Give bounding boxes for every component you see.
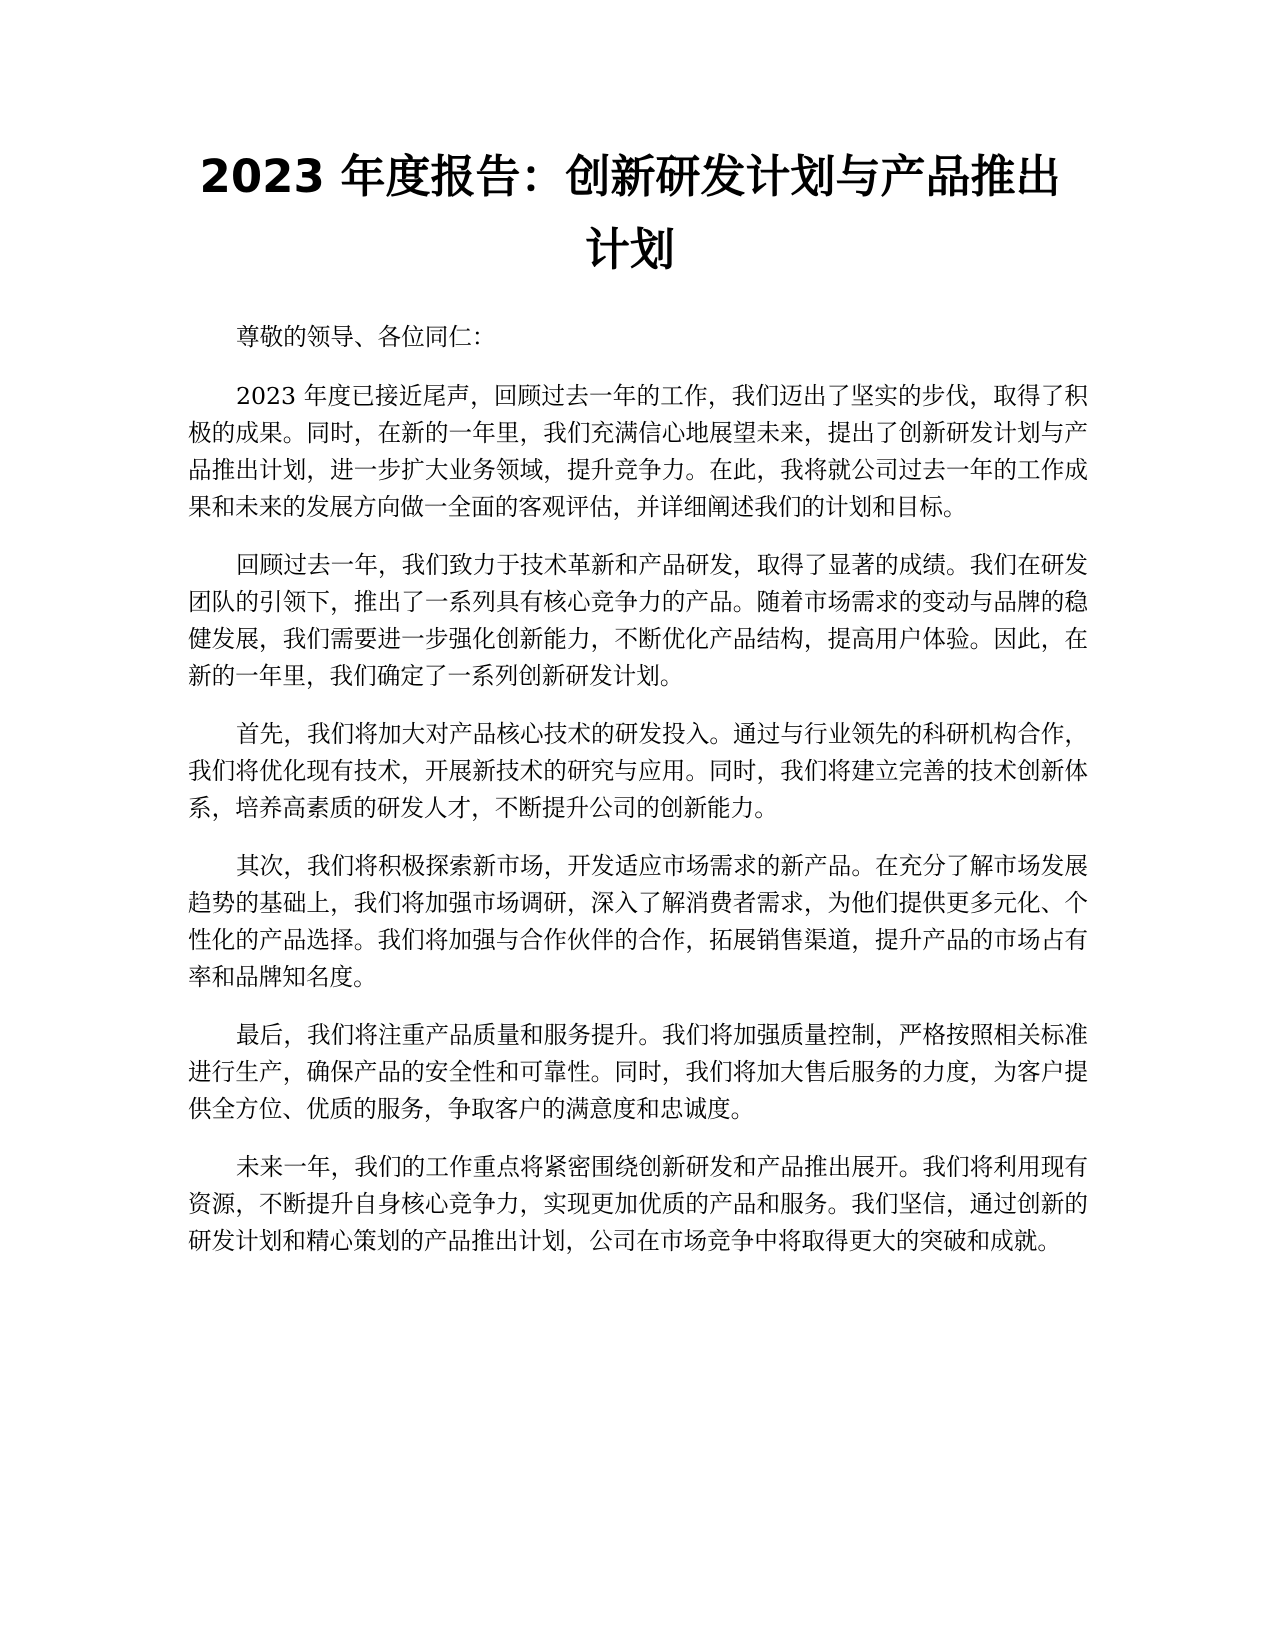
paragraph-first: 首先，我们将加大对产品核心技术的研发投入。通过与行业领先的科研机构合作，我们将优化现有技术，开展新技术的研究与应用。同时，我们将建立完善的技术创新体系，培养高素质的研发人才，不断提升公司的创新能力。 xyxy=(188,720,1088,822)
document-title: 2023 年度报告：创新研发计划与产品推出计划 xyxy=(199,150,1061,276)
paragraph-last: 最后，我们将注重产品质量和服务提升。我们将加强质量控制，严格按照相关标准进行生产，确保产品的安全性和可靠性。同时，我们将加大售后服务的力度，为客户提供全方位、优质的服务，争取客户的满意度和忠诚度。 xyxy=(188,1021,1088,1123)
paragraph-intro: 2023 年度已接近尾声，回顾过去一年的工作，我们迈出了坚实的步伐，取得了积极的成果。同时，在新的一年里，我们充满信心地展望未来，提出了创新研发计划与产品推出计划，进一步扩大业务领域，提升竞争力。在此，我将就公司过去一年的工作成果和未来的发展方向做一全面的客观评估，并详细阐述我们的计划和目标。 xyxy=(188,382,1088,521)
paragraph-future: 未来一年，我们的工作重点将紧密围绕创新研发和产品推出展开。我们将利用现有资源，不断提升自身核心竞争力，实现更加优质的产品和服务。我们坚信，通过创新的研发计划和精心策划的产品推出计划，公司在市场竞争中将取得更大的突破和成就。 xyxy=(188,1153,1088,1255)
paragraph-review: 回顾过去一年，我们致力于技术革新和产品研发，取得了显著的成绩。我们在研发团队的引领下，推出了一系列具有核心竞争力的产品。随着市场需求的变动与品牌的稳健发展，我们需要进一步强化创新能力，不断优化产品结构，提高用户体验。因此，在新的一年里，我们确定了一系列创新研发计划。 xyxy=(188,551,1088,690)
paragraph-second: 其次，我们将积极探索新市场，开发适应市场需求的新产品。在充分了解市场发展趋势的基础上，我们将加强市场调研，深入了解消费者需求，为他们提供更多元化、个性化的产品选择。我们将加强与合作伙伴的合作，拓展销售渠道，提升产品的市场占有率和品牌知名度。 xyxy=(188,852,1088,991)
greeting: 尊敬的领导、各位同仁： xyxy=(236,323,496,351)
document-body xyxy=(188,319,1088,1281)
